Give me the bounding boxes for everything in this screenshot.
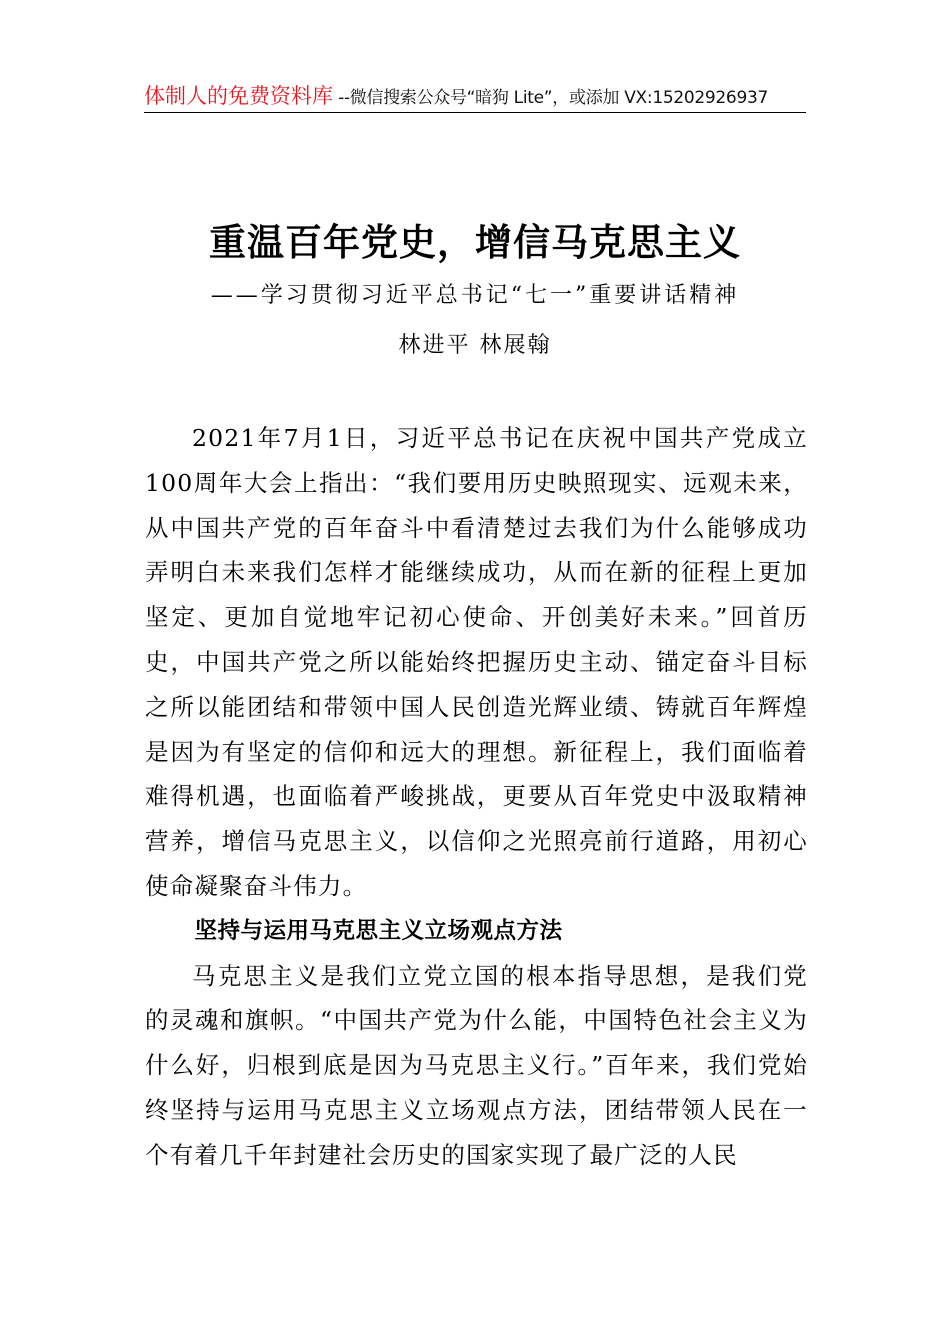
header-note: --微信搜索公众号“暗狗 Lite”，或添加 VX:15202926937 — [333, 88, 768, 108]
article-body — [145, 416, 808, 1178]
article-title: 重温百年党史，增信马克思主义 — [209, 220, 741, 264]
article-authors: 林进平 林展翰 — [398, 333, 552, 358]
article-subtitle: ——学习贯彻习近平总书记“七一”重要讲话精神 — [210, 283, 740, 308]
section-heading: 坚持与运用马克思主义立场观点方法 — [194, 917, 563, 944]
section-paragraph: 马克思主义是我们立党立国的根本指导思想，是我们党的灵魂和旗帜。“中国共产党为什么能，中国特色社会主义为什么好，归根到底是因为马克思主义行。”百年来，我们党始终坚持与运用马克思主义立场观点方法，团结带领人民在一个有着几千年封建社会历史的国家实现了最广泛的人民 — [145, 961, 808, 1169]
header-brand: 体制人的免费资料库 — [144, 84, 333, 108]
page-header — [144, 82, 806, 113]
intro-paragraph: 2021年7月1日，习近平总书记在庆祝中国共产党成立100周年大会上指出：“我们要用历史映照现实、远观未来，从中国共产党的百年奋斗中看清楚过去我们为什么能够成功弄明白未来我们怎样才能继续成功，从而在新的征程上更加坚定、更加自觉地牢记初心使命、开创美好未来。”回首历史，中国共产党之所以能始终把握历史主动、锚定奋斗目标之所以能团结和带领中国人民创造光辉业绩、铸就百年辉煌是因为有坚定的信仰和远大的理想。新征程上，我们面临着难得机遇，也面临着严峻挑战，更要从百年党史中汲取精神营养，增信马克思主义，以信仰之光照亮前行道路，用初心使命凝聚奋斗伟力。 — [145, 424, 808, 900]
